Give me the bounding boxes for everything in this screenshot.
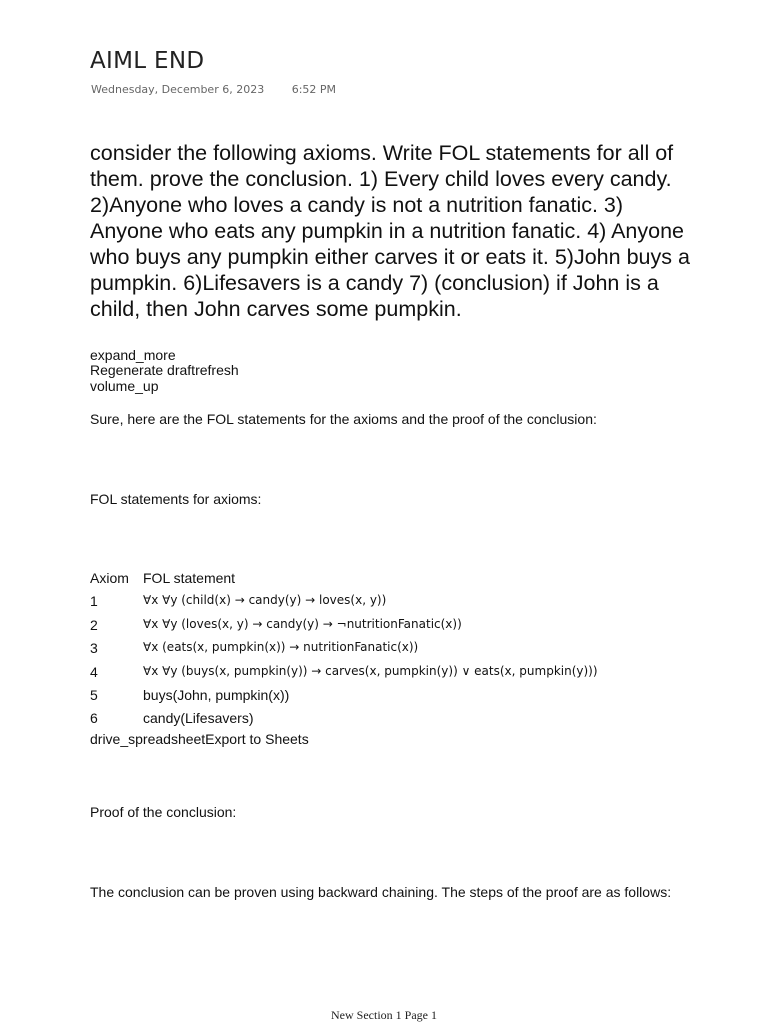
axiom-number: 3: [90, 640, 98, 656]
fol-heading: FOL statements for axioms:: [90, 491, 262, 507]
axiom-number: 4: [90, 664, 98, 680]
page-metadata: [91, 83, 336, 96]
conclusion-text: The conclusion can be proven using backward chaining. The steps of the proof are as follows:: [90, 884, 672, 900]
header-fol-statement: FOL statement: [143, 570, 236, 586]
axiom-number: 2: [90, 617, 98, 633]
axiom-number: 5: [90, 687, 98, 703]
page-time: 6:52 PM: [291, 83, 337, 96]
page-title: AIML END: [90, 48, 205, 74]
regenerate-draft-text: Regenerate draftrefresh: [90, 362, 239, 378]
expand-more-text: expand_more: [90, 347, 176, 363]
prompt-text: consider the following axioms. Write FOL statements for all of them. prove the conclusion. 1) Every child loves every candy. 2)Anyone who loves a candy is not a nutrition fanatic. 3) Anyone who eats any pumpkin in a nutrition fanatic. 4) Anyone who buys any pumpkin either carves it or eats it. 5)John buys a pumpkin. 6)Lifesavers is a candy 7) (conclusion) if John is a child, then John carves some pumpkin.: [90, 141, 690, 321]
response-intro: Sure, here are the FOL statements for the axioms and the proof of the conclusion:: [90, 411, 597, 427]
volume-up-text: volume_up: [90, 378, 159, 394]
fol-statement: ∀x ∀y (buys(x, pumpkin(y)) → carves(x, pumpkin(y)) ∨ eats(x, pumpkin(y))): [143, 664, 598, 678]
page-date: Wednesday, December 6, 2023: [91, 83, 265, 96]
fol-statement: ∀x ∀y (child(x) → candy(y) → loves(x, y)): [143, 593, 387, 607]
axiom-number: 1: [90, 593, 98, 609]
header-axiom: Axiom: [90, 570, 129, 586]
fol-statement: buys(John, pumpkin(x)): [143, 687, 290, 703]
proof-heading: Proof of the conclusion:: [90, 804, 237, 820]
fol-statement: candy(Lifesavers): [143, 710, 254, 726]
page-footer: New Section 1 Page 1: [331, 1008, 437, 1022]
export-to-sheets-text: drive_spreadsheetExport to Sheets: [90, 731, 309, 747]
axiom-number: 6: [90, 710, 98, 726]
fol-statement: ∀x (eats(x, pumpkin(x)) → nutritionFanatic(x)): [143, 640, 419, 654]
fol-statement: ∀x ∀y (loves(x, y) → candy(y) → ¬nutritionFanatic(x)): [143, 617, 462, 631]
